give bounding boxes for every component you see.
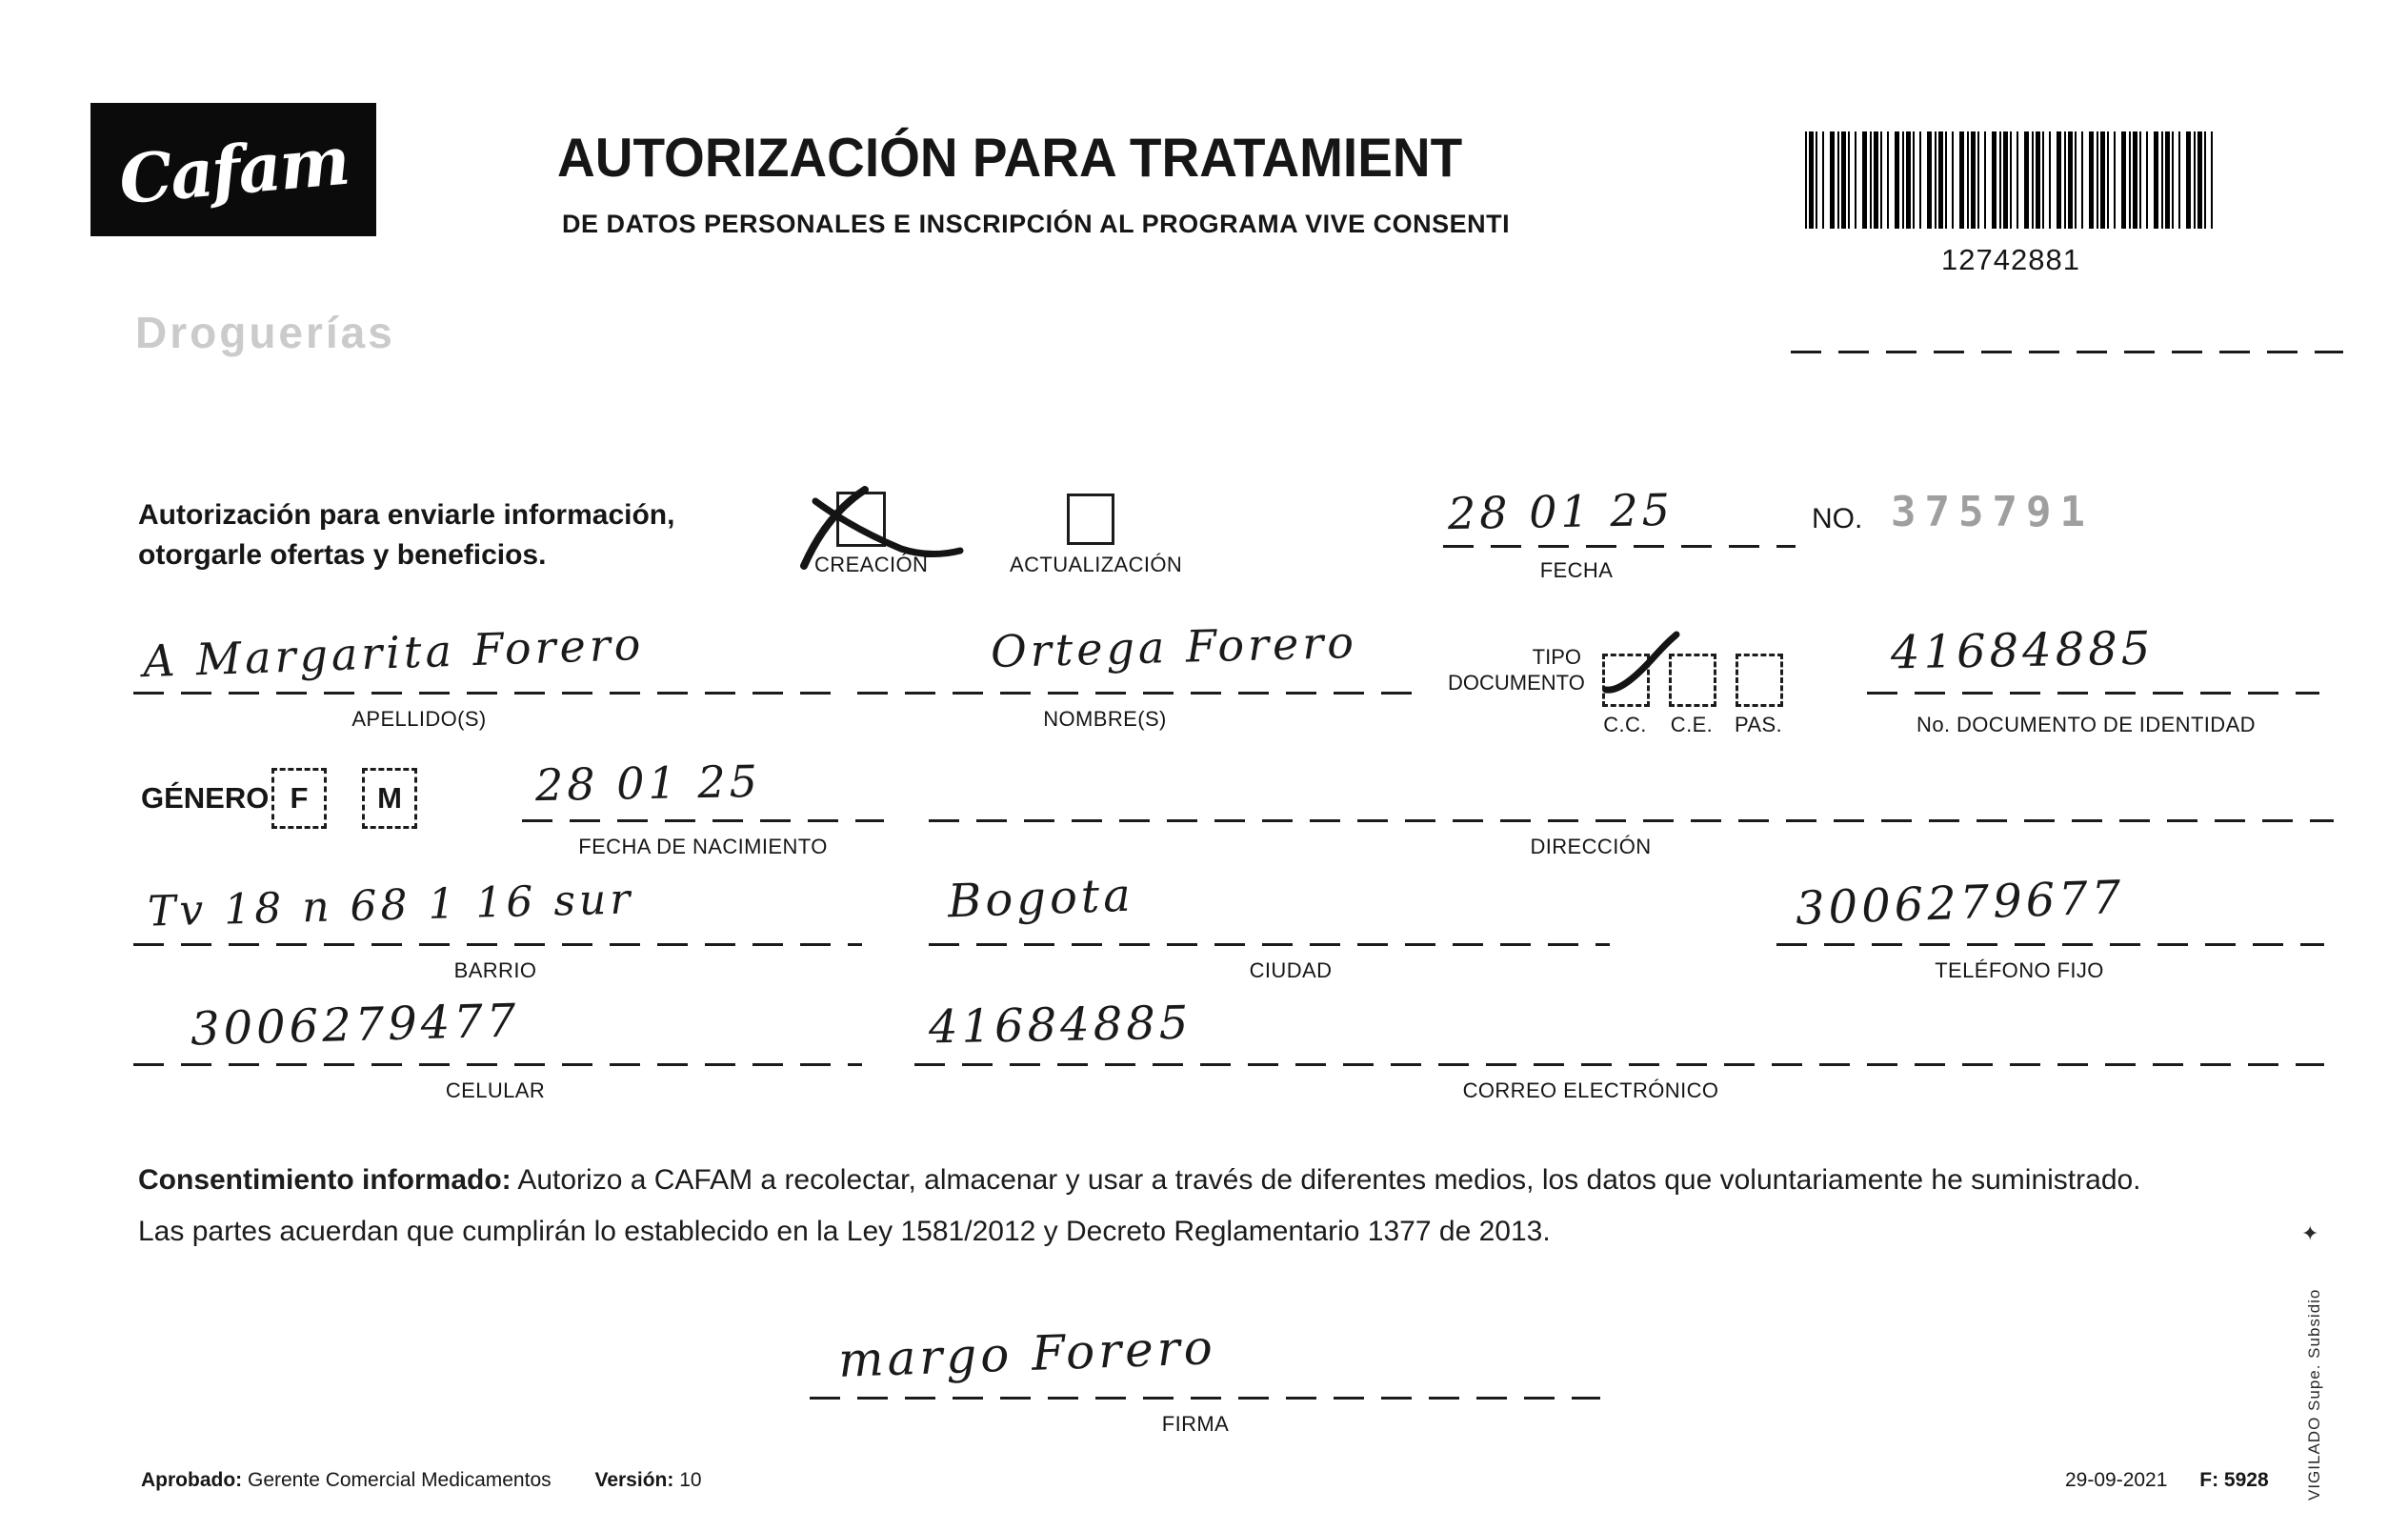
form-title: AUTORIZACIÓN PARA TRATAMIENT bbox=[557, 127, 1463, 189]
pas-checkbox bbox=[1736, 654, 1783, 707]
correo-handwritten: 41684885 bbox=[928, 996, 1193, 1055]
no-label: NO. bbox=[1812, 503, 1863, 534]
ce-checkbox bbox=[1669, 654, 1716, 707]
fecha-handwritten: 28 01 25 bbox=[1447, 483, 1675, 540]
intro-line1: Autorización para enviarle información, bbox=[138, 499, 675, 531]
header-blank-line bbox=[1791, 351, 2343, 353]
aprobado-label: Aprobado: bbox=[141, 1469, 243, 1491]
firma-label: FIRMA bbox=[1161, 1412, 1230, 1436]
documento-line bbox=[1867, 692, 2319, 695]
direccion-line bbox=[929, 819, 2334, 822]
barrio-handwritten: Tv 18 n 68 1 16 sur bbox=[147, 875, 634, 937]
telefono-fijo-line bbox=[1776, 943, 2324, 946]
version-value: 10 bbox=[679, 1469, 702, 1491]
footer-right bbox=[2065, 1469, 2269, 1492]
intro-text bbox=[138, 495, 674, 575]
consent-line2: Las partes acuerdan que cumplirán lo establecido en la Ley 1581/2012 y Decreto Reglamentario 1377 de 2013. bbox=[138, 1216, 1551, 1247]
consent-paragraph bbox=[138, 1155, 2319, 1258]
form-number-stamp: 375791 bbox=[1891, 488, 2094, 536]
ciudad-handwritten: Bogota bbox=[947, 868, 1135, 929]
documento-handwritten: 41684885 bbox=[1890, 621, 2155, 680]
celular-handwritten: 3006279477 bbox=[190, 994, 521, 1057]
cafam-logo bbox=[90, 103, 376, 236]
actualizacion-label: ACTUALIZACIÓN bbox=[1010, 553, 1183, 576]
correo-label: CORREO ELECTRÓNICO bbox=[1462, 1078, 1719, 1102]
fecha-nacimiento-label: FECHA DE NACIMIENTO bbox=[578, 835, 828, 858]
telefono-fijo-handwritten: 3006279677 bbox=[1795, 870, 2126, 937]
barrio-line bbox=[133, 943, 862, 946]
nombres-line bbox=[857, 692, 1419, 695]
firma-line bbox=[810, 1397, 1600, 1400]
barcode-icon bbox=[1805, 131, 2217, 229]
nombres-handwritten: Ortega Forero bbox=[990, 615, 1358, 678]
footer-date: 29-09-2021 bbox=[2065, 1469, 2168, 1491]
fecha-line bbox=[1443, 545, 1796, 548]
fecha-nacimiento-handwritten: 28 01 25 bbox=[534, 755, 762, 812]
barcode-number: 12742881 bbox=[1941, 243, 2080, 276]
cafam-logo-text: Cafam bbox=[115, 120, 351, 219]
fecha-nacimiento-line bbox=[522, 819, 884, 822]
correo-line bbox=[914, 1063, 2324, 1066]
form-subtitle: DE DATOS PERSONALES E INSCRIPCIÓN AL PROGRAMA VIVE CONSENTI bbox=[562, 210, 1511, 238]
consent-text: Autorizo a CAFAM a recolectar, almacenar y usar a través de diferentes medios, los datos que voluntariamente he suministrado. bbox=[511, 1164, 2141, 1196]
apellidos-label: APELLIDO(S) bbox=[351, 707, 487, 731]
celular-line bbox=[133, 1063, 862, 1066]
apellidos-handwritten: A Margarita Forero bbox=[142, 617, 646, 688]
ciudad-label: CIUDAD bbox=[1249, 958, 1333, 982]
aprobado-value: Gerente Comercial Medicamentos bbox=[248, 1469, 552, 1491]
tipo-documento-label: TIPO DOCUMENTO bbox=[1448, 645, 1585, 695]
genero-label: GÉNERO bbox=[141, 781, 270, 815]
cc-label: C.C. bbox=[1603, 713, 1647, 736]
footer-left bbox=[141, 1469, 702, 1492]
vigilado-icon: ✦ bbox=[2301, 1221, 2319, 1245]
pas-label: PAS. bbox=[1734, 713, 1783, 736]
apellidos-line bbox=[133, 692, 838, 695]
documento-label: No. DOCUMENTO DE IDENTIDAD bbox=[1916, 713, 2256, 736]
version-label: Versión: bbox=[594, 1469, 674, 1491]
droguerias-watermark: Droguerías bbox=[135, 308, 395, 357]
creacion-label: CREACIÓN bbox=[814, 553, 929, 576]
firma-handwritten: margo Forero bbox=[837, 1319, 1217, 1388]
ciudad-line bbox=[929, 943, 1610, 946]
genero-m-checkbox: M bbox=[362, 768, 417, 829]
vigilado-vertical-text: VIGILADO Supe. Subsidio bbox=[2305, 1288, 2323, 1501]
actualizacion-checkbox bbox=[1067, 494, 1114, 545]
celular-label: CELULAR bbox=[445, 1078, 546, 1102]
consent-bold: Consentimiento informado: bbox=[138, 1164, 512, 1196]
direccion-label: DIRECCIÓN bbox=[1530, 835, 1652, 858]
fecha-label: FECHA bbox=[1539, 558, 1614, 582]
intro-line2: otorgarle ofertas y beneficios. bbox=[138, 539, 547, 571]
ce-label: C.E. bbox=[1670, 713, 1714, 736]
nombres-label: NOMBRE(S) bbox=[1043, 707, 1167, 731]
barrio-label: BARRIO bbox=[453, 958, 537, 982]
telefono-fijo-label: TELÉFONO FIJO bbox=[1935, 958, 2104, 982]
footer-code: F: 5928 bbox=[2199, 1469, 2269, 1491]
genero-f-checkbox: F bbox=[271, 768, 327, 829]
